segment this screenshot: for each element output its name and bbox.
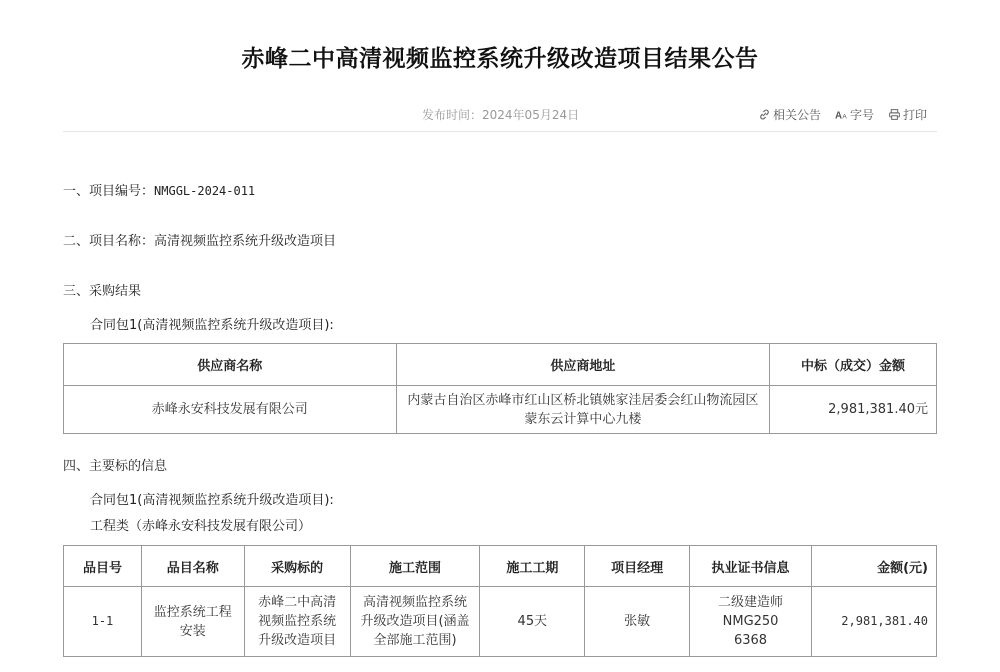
publish-time-value: 2024年05月24日 bbox=[482, 108, 580, 122]
certificate-info bbox=[690, 587, 812, 657]
cert-line2: 6368 bbox=[733, 633, 768, 648]
scope-line2: 升级改造项目(涵盖 bbox=[360, 614, 470, 629]
link-icon bbox=[758, 108, 771, 121]
project-number-value: NMGGL-2024-011 bbox=[154, 184, 256, 198]
items-package-label: 合同包1(高清视频监控系统升级改造项目): bbox=[90, 493, 334, 508]
header-period: 施工工期 bbox=[480, 546, 585, 587]
supplier-address-line1: 内蒙古自治区赤峰市红山区桥北镇姚家洼居委会红山物流园区 bbox=[407, 392, 759, 408]
result-package-label: 合同包1(高清视频监控系统升级改造项目): bbox=[90, 318, 334, 333]
item-table-header bbox=[64, 546, 937, 587]
project-name-value: 高清视频监控系统升级改造项目 bbox=[154, 234, 337, 249]
construction-period: 45天 bbox=[480, 587, 585, 657]
header-award-amount: 中标（成交）金额 bbox=[770, 344, 937, 386]
publish-time bbox=[422, 106, 579, 123]
table-row bbox=[64, 386, 937, 434]
item-name-line1: 监控系统工程 bbox=[153, 604, 232, 620]
header-supplier-name: 供应商名称 bbox=[64, 344, 397, 386]
related-notices-link[interactable] bbox=[758, 106, 821, 123]
header-amount: 金额(元) bbox=[811, 546, 936, 587]
page-title: 赤峰二中高清视频监控系统升级改造项目结果公告 bbox=[241, 46, 759, 72]
item-amount: 2,981,381.40 bbox=[811, 587, 936, 657]
font-size-icon bbox=[835, 108, 848, 121]
header-target: 采购标的 bbox=[244, 546, 350, 587]
scope-line1: 高清视频监控系统 bbox=[362, 595, 467, 610]
font-size-label: 字号 bbox=[850, 108, 875, 122]
result-table-header bbox=[64, 344, 937, 386]
project-name-label: 二、项目名称： bbox=[63, 234, 155, 249]
supplier-name: 赤峰永安科技发展有限公司 bbox=[64, 386, 397, 434]
svg-text:A: A bbox=[835, 110, 843, 121]
items-category-label: 工程类（赤峰永安科技发展有限公司） bbox=[90, 519, 312, 534]
project-number-label: 一、项目编号： bbox=[63, 184, 155, 199]
construction-scope bbox=[350, 587, 480, 657]
header-manager: 项目经理 bbox=[585, 546, 690, 587]
header-cert: 执业证书信息 bbox=[690, 546, 812, 587]
font-size-button[interactable] bbox=[835, 106, 874, 123]
article-tools bbox=[758, 106, 927, 123]
procurement-target bbox=[244, 587, 350, 657]
result-table bbox=[63, 343, 937, 434]
supplier-address bbox=[396, 386, 770, 434]
project-manager: 张敏 bbox=[585, 587, 690, 657]
item-name bbox=[141, 587, 244, 657]
item-table bbox=[63, 545, 937, 657]
related-notices-label: 相关公告 bbox=[773, 108, 822, 122]
cert-line1: 二级建造师 NMG250 bbox=[718, 595, 784, 629]
svg-text:A: A bbox=[842, 113, 847, 121]
header-item-name: 品目名称 bbox=[141, 546, 244, 587]
section-procurement-result: 三、采购结果 bbox=[63, 284, 142, 299]
print-button[interactable] bbox=[888, 106, 927, 123]
award-amount: 2,981,381.40元 bbox=[770, 386, 937, 434]
item-no: 1-1 bbox=[64, 587, 142, 657]
table-row bbox=[64, 587, 937, 657]
section-project-number bbox=[63, 180, 255, 199]
print-label: 打印 bbox=[903, 108, 928, 122]
supplier-address-line2: 蒙东云计算中心九楼 bbox=[524, 411, 642, 427]
publish-time-label: 发布时间： bbox=[422, 108, 483, 122]
target-line2: 视频监控系统 bbox=[258, 614, 337, 629]
target-line1: 赤峰二中高清 bbox=[258, 595, 337, 610]
target-line3: 升级改造项目 bbox=[258, 633, 337, 648]
section-main-items: 四、主要标的信息 bbox=[63, 459, 168, 474]
item-name-line2: 安装 bbox=[179, 623, 206, 639]
header-item-no: 品目号 bbox=[64, 546, 142, 587]
scope-line3: 全部施工范围) bbox=[373, 633, 457, 648]
printer-icon bbox=[888, 108, 901, 121]
section-project-name bbox=[63, 230, 336, 249]
header-scope: 施工范围 bbox=[350, 546, 480, 587]
header-supplier-address: 供应商地址 bbox=[396, 344, 770, 386]
header-divider bbox=[63, 131, 937, 132]
